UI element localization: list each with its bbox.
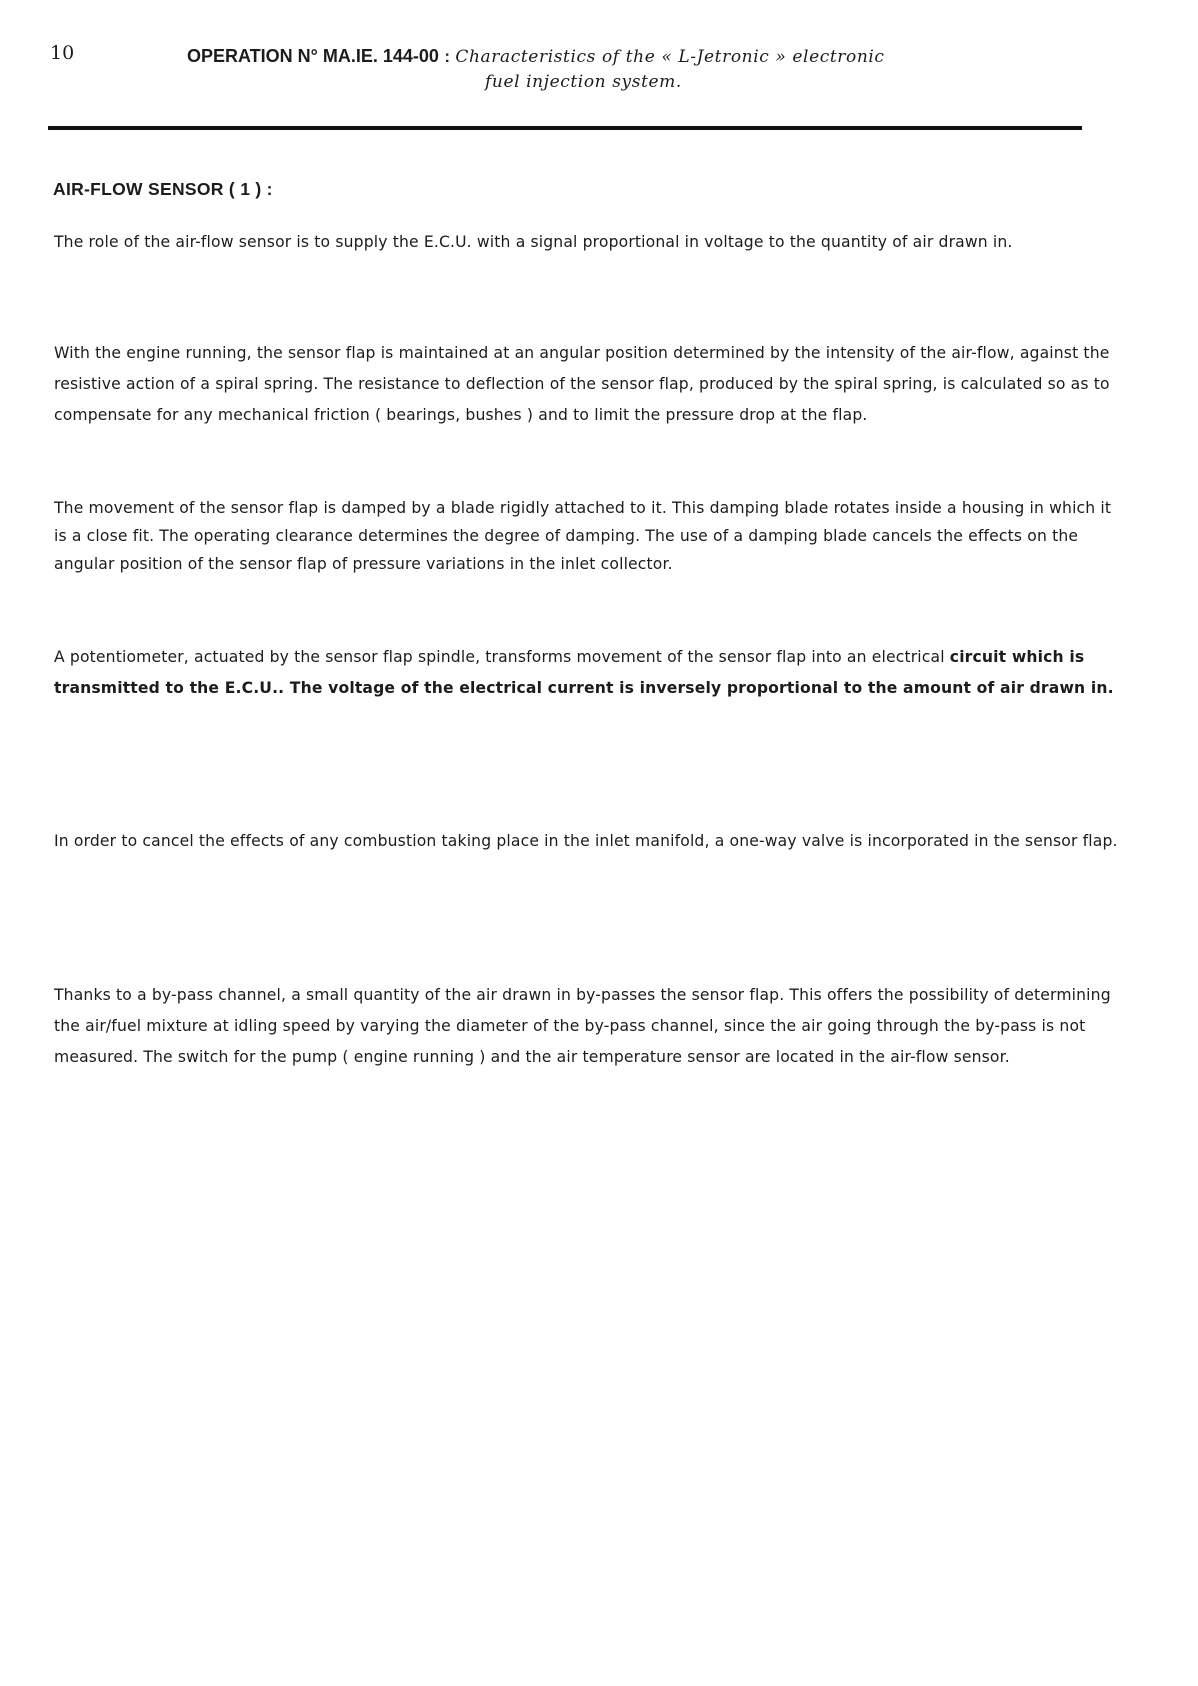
- operation-number: OPERATION N° MA.IE. 144-00: [187, 46, 439, 66]
- paragraph-bypass: Thanks to a by-pass channel, a small quantity of the air drawn in by-passes the sensor flap. This offers the possibility of determining the air/fuel mixture at idling speed by varying the diameter of the by-pass channel, since the air going through the by-pass is not measured. The switch for the pump ( engine running ) and the air temperature sensor are located in the air-flow sensor.: [54, 986, 1111, 1066]
- paragraph-role: The role of the air-flow sensor is to supply the E.C.U. with a signal proportional in voltage to the quantity of air drawn in.: [54, 233, 1013, 251]
- paragraph-potentiometer: [54, 642, 1124, 704]
- page-number: 10: [50, 42, 75, 64]
- header-subject-line1: Characteristics of the « L-Jetronic » electronic: [455, 47, 885, 67]
- paragraph-potentiometer-normal: A potentiometer, actuated by the sensor flap spindle, transforms movement of the sensor flap into an electrical: [54, 648, 945, 666]
- header-separator: :: [444, 47, 450, 66]
- paragraph-potentiometer-bold: circuit which is transmitted to the E.C.U.. The voltage of the electrical current is inversely proportional to the amount of air drawn in.: [54, 648, 1114, 697]
- paragraph-damping: The movement of the sensor flap is damped by a blade rigidly attached to it. This damping blade rotates inside a housing in which it is a close fit. The operating clearance determines the degree of damping. The use of a damping blade cancels the effects on the angular position of the sensor flap of pressure variations in the inlet collector.: [54, 499, 1112, 573]
- paragraph-flap-position: With the engine running, the sensor flap is maintained at an angular position determined by the intensity of the air-flow, against the resistive action of a spiral spring. The resistance to deflection of the sensor flap, produced by the spiral spring, is calculated so as to compensate for any mechanical friction ( bearings, bushes ) and to limit the pressure drop at the flap.: [54, 344, 1110, 424]
- header-rule: [48, 126, 1082, 130]
- section-title: AIR-FLOW SENSOR ( 1 ) :: [53, 179, 273, 199]
- header-subject-line2: fuel injection system.: [485, 72, 682, 92]
- page-header: [187, 44, 1087, 95]
- paragraph-one-way-valve: In order to cancel the effects of any combustion taking place in the inlet manifold, a one-way valve is incorporated in the sensor flap.: [54, 832, 1118, 850]
